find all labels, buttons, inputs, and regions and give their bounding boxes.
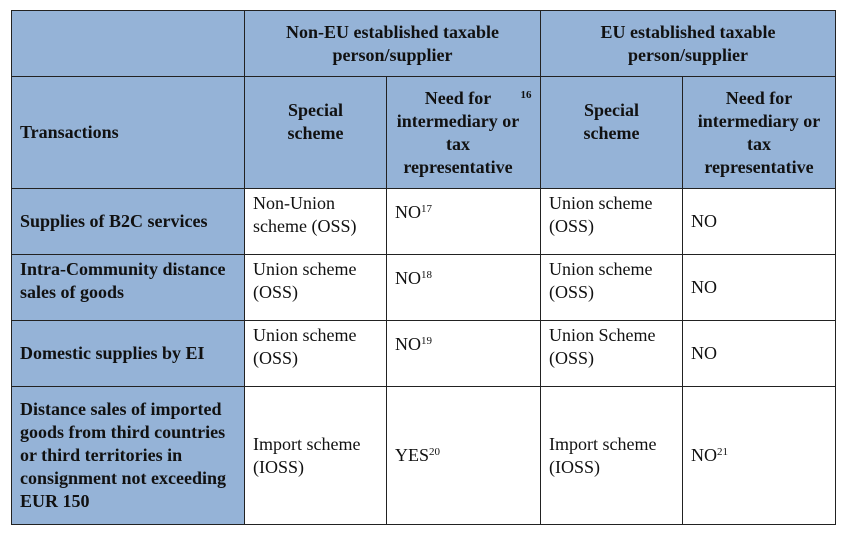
table-row — [12, 387, 836, 525]
table-row — [12, 255, 836, 321]
vat-schemes-table — [11, 10, 836, 525]
table-row — [12, 189, 836, 255]
eu-need-cell — [683, 321, 836, 387]
footnote-marker: 19 — [421, 335, 432, 347]
header-group-non-eu — [245, 11, 541, 77]
need-value: NO — [395, 202, 421, 222]
header-group-eu — [541, 11, 836, 77]
eu-scheme-cell: Union Scheme (OSS) — [541, 321, 683, 387]
need-value: NO — [691, 277, 717, 297]
need-value: NO — [691, 343, 717, 363]
eu-need-cell — [683, 189, 836, 255]
eu-scheme-cell: Union scheme (OSS) — [541, 189, 683, 255]
header-eu-special-scheme — [541, 77, 683, 189]
eu-need-cell — [683, 387, 836, 525]
eu-scheme-cell: Import scheme (IOSS) — [541, 387, 683, 525]
need-value: YES — [395, 445, 430, 465]
table-row — [12, 321, 836, 387]
footnote-marker: 16 — [520, 88, 532, 101]
non-eu-need-cell — [387, 387, 541, 525]
header-group-eu-label: EU established taxable person/supplier — [600, 21, 776, 65]
need-value: NO — [691, 211, 717, 231]
non-eu-need-cell — [387, 255, 541, 321]
non-eu-scheme-cell: Union scheme (OSS) — [245, 255, 387, 321]
footnote-marker: 17 — [421, 203, 432, 215]
non-eu-scheme-cell: Union scheme (OSS) — [245, 321, 387, 387]
header-non-eu-special-scheme-label: Special scheme — [287, 99, 344, 143]
non-eu-scheme-cell: Non-Union scheme (OSS) — [245, 189, 387, 255]
header-transactions: Transactions — [12, 77, 245, 189]
header-column-row — [12, 77, 836, 189]
header-eu-need-intermediary-label: Need for intermediary or tax representative — [697, 87, 821, 177]
non-eu-need-cell — [387, 189, 541, 255]
eu-scheme-cell: Union scheme (OSS) — [541, 255, 683, 321]
header-group-non-eu-label: Non-EU established taxable person/supplier — [285, 21, 500, 65]
header-empty-corner — [12, 11, 245, 77]
header-eu-need-intermediary — [683, 77, 836, 189]
eu-need-cell — [683, 255, 836, 321]
header-non-eu-need-intermediary — [387, 77, 541, 189]
need-value: NO — [691, 445, 717, 465]
footnote-marker: 20 — [429, 446, 441, 458]
transaction-cell: Supplies of B2C services — [12, 189, 245, 255]
transaction-cell: Distance sales of imported goods from third countries or third territories in consignment not exceeding EUR 150 — [12, 387, 245, 525]
need-value: NO — [395, 268, 421, 288]
header-non-eu-need-intermediary-label: Need for intermediary or tax representative — [396, 87, 520, 177]
non-eu-need-cell — [387, 321, 541, 387]
footnote-marker: 18 — [421, 269, 432, 281]
footnote-marker: 21 — [717, 446, 728, 458]
need-value: NO — [395, 334, 421, 354]
header-non-eu-special-scheme — [245, 77, 387, 189]
non-eu-scheme-cell: Import scheme (IOSS) — [245, 387, 387, 525]
header-group-row — [12, 11, 836, 77]
transaction-cell: Intra-Community distance sales of goods — [12, 255, 245, 321]
header-eu-special-scheme-label: Special scheme — [583, 99, 640, 143]
transaction-cell: Domestic supplies by EI — [12, 321, 245, 387]
